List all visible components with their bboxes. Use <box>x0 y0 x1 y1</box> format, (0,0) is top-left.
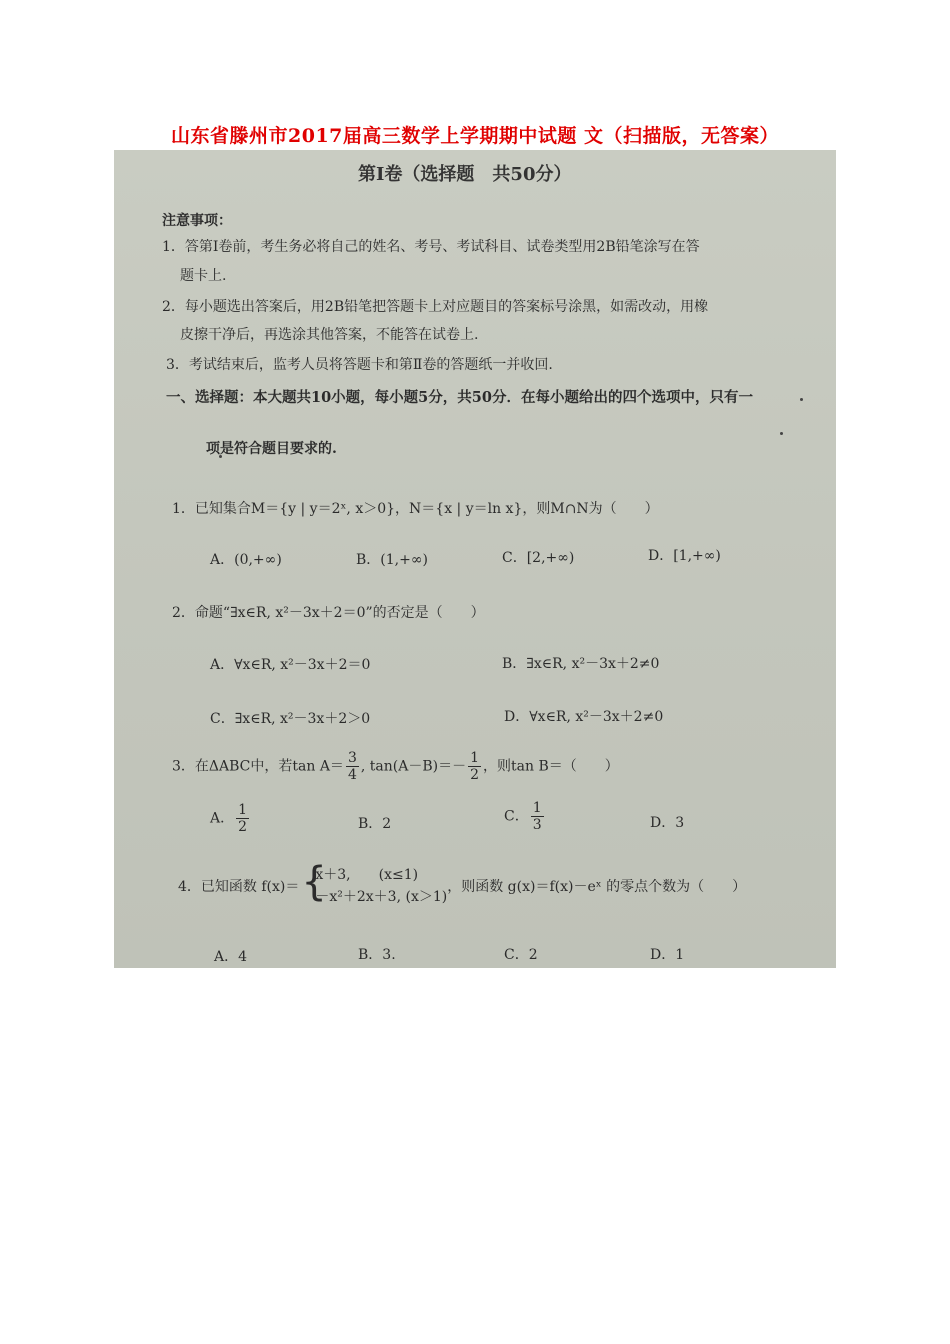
question-3-stem <box>172 750 619 783</box>
question-4-stem <box>178 859 747 908</box>
fraction-denominator: 3 <box>532 817 542 833</box>
q2-option-b: B．∃x∈R, x²－3x＋2≠0 <box>502 656 660 672</box>
part-one-heading: 一、选择题：本大题共10小题，每小题5分，共50分．在每小题给出的四个选项中，只有一 <box>166 389 753 406</box>
q3-option-a-label: A． <box>210 810 235 827</box>
fraction-denominator: 4 <box>347 767 357 783</box>
scanned-exam-page <box>114 150 836 968</box>
note-line: 1．答第Ⅰ卷前，考生务必将自己的姓名、考号、考试科目、试卷类型用2B铅笔涂写在答 <box>162 239 700 255</box>
q4-case-2: －x²＋2x＋3, (x＞1) <box>315 889 448 905</box>
speck <box>800 398 803 401</box>
q4-option-d: D．1 <box>650 947 685 963</box>
q2-option-a: A．∀x∈R, x²－3x＋2＝0 <box>210 657 371 673</box>
q3-option-d: D．3 <box>650 815 685 831</box>
notes-heading: 注意事项： <box>162 213 232 229</box>
fraction-numerator: 3 <box>347 750 357 766</box>
note-line: 2．每小题选出答案后，用2B铅笔把答题卡上对应题目的答案标号涂黑，如需改动，用橡 <box>162 299 709 315</box>
q3-option-c-fraction <box>531 800 544 833</box>
q3-stem-mid: , tan(A－B)＝－ <box>360 758 467 775</box>
note-line: 题卡上. <box>180 268 227 284</box>
q1-option-b: B．(1,+∞) <box>356 552 428 568</box>
note-line: 皮擦干净后，再选涂其他答案，不能答在试卷上. <box>180 327 479 343</box>
q2-option-d: D．∀x∈R, x²－3x＋2≠0 <box>504 709 664 725</box>
document-title: 山东省滕州市2017届高三数学上学期期中试题 文（扫描版，无答案） <box>171 125 779 147</box>
q4-stem-post: ，则函数 g(x)＝f(x)－eˣ 的零点个数为（ ） <box>447 879 747 895</box>
q1-option-c: C．[2,+∞) <box>502 550 575 566</box>
q3-stem-post: ，则tan B＝（ ） <box>483 758 619 775</box>
q3-stem-pre: 3．在ΔABC中，若tan A＝ <box>172 758 344 775</box>
q4-stem-pre: 4．已知函数 f(x)＝ <box>178 879 300 895</box>
fraction-denominator: 2 <box>470 767 479 783</box>
q3-option-c-label: C． <box>504 808 529 825</box>
question-1-stem: 1．已知集合M＝{y | y＝2ˣ, x＞0}，N＝{x | y＝ln x}，则M∩N为（ ） <box>172 501 659 517</box>
q3-option-b: B．2 <box>358 816 392 832</box>
speck <box>780 432 783 435</box>
q3-fraction-tanAB <box>468 750 481 783</box>
q3-option-a <box>210 802 251 835</box>
q4-case-1: x＋3, (x≤1) <box>315 867 419 883</box>
fraction-denominator: 2 <box>238 819 248 835</box>
section-title: 第Ⅰ卷（选择题 共50分） <box>358 164 572 185</box>
part-one-heading-cont: 项是符合题目要求的. <box>206 441 337 457</box>
q3-fraction-tanA <box>346 750 359 783</box>
q1-option-d: D．[1,+∞) <box>648 548 721 564</box>
note-line: 3．考试结束后，监考人员将答题卡和第Ⅱ卷的答题纸一并收回. <box>166 357 553 373</box>
brace-icon: { <box>301 859 327 905</box>
question-2-stem: 2．命题“∃x∈R, x²－3x＋2＝0”的否定是（ ） <box>172 605 485 621</box>
fraction-numerator: 1 <box>470 750 479 766</box>
q3-option-c <box>504 800 546 833</box>
q4-option-b: B．3. <box>358 947 396 963</box>
q3-option-a-fraction <box>236 802 249 835</box>
fraction-numerator: 1 <box>238 802 248 818</box>
q4-option-a: A．4 <box>214 949 248 965</box>
q4-option-c: C．2 <box>504 947 538 963</box>
q4-piecewise <box>301 859 448 908</box>
q2-option-c: C．∃x∈R, x²－3x＋2＞0 <box>210 711 371 727</box>
q1-option-a: A．(0,+∞) <box>210 552 282 568</box>
fraction-numerator: 1 <box>532 800 542 816</box>
